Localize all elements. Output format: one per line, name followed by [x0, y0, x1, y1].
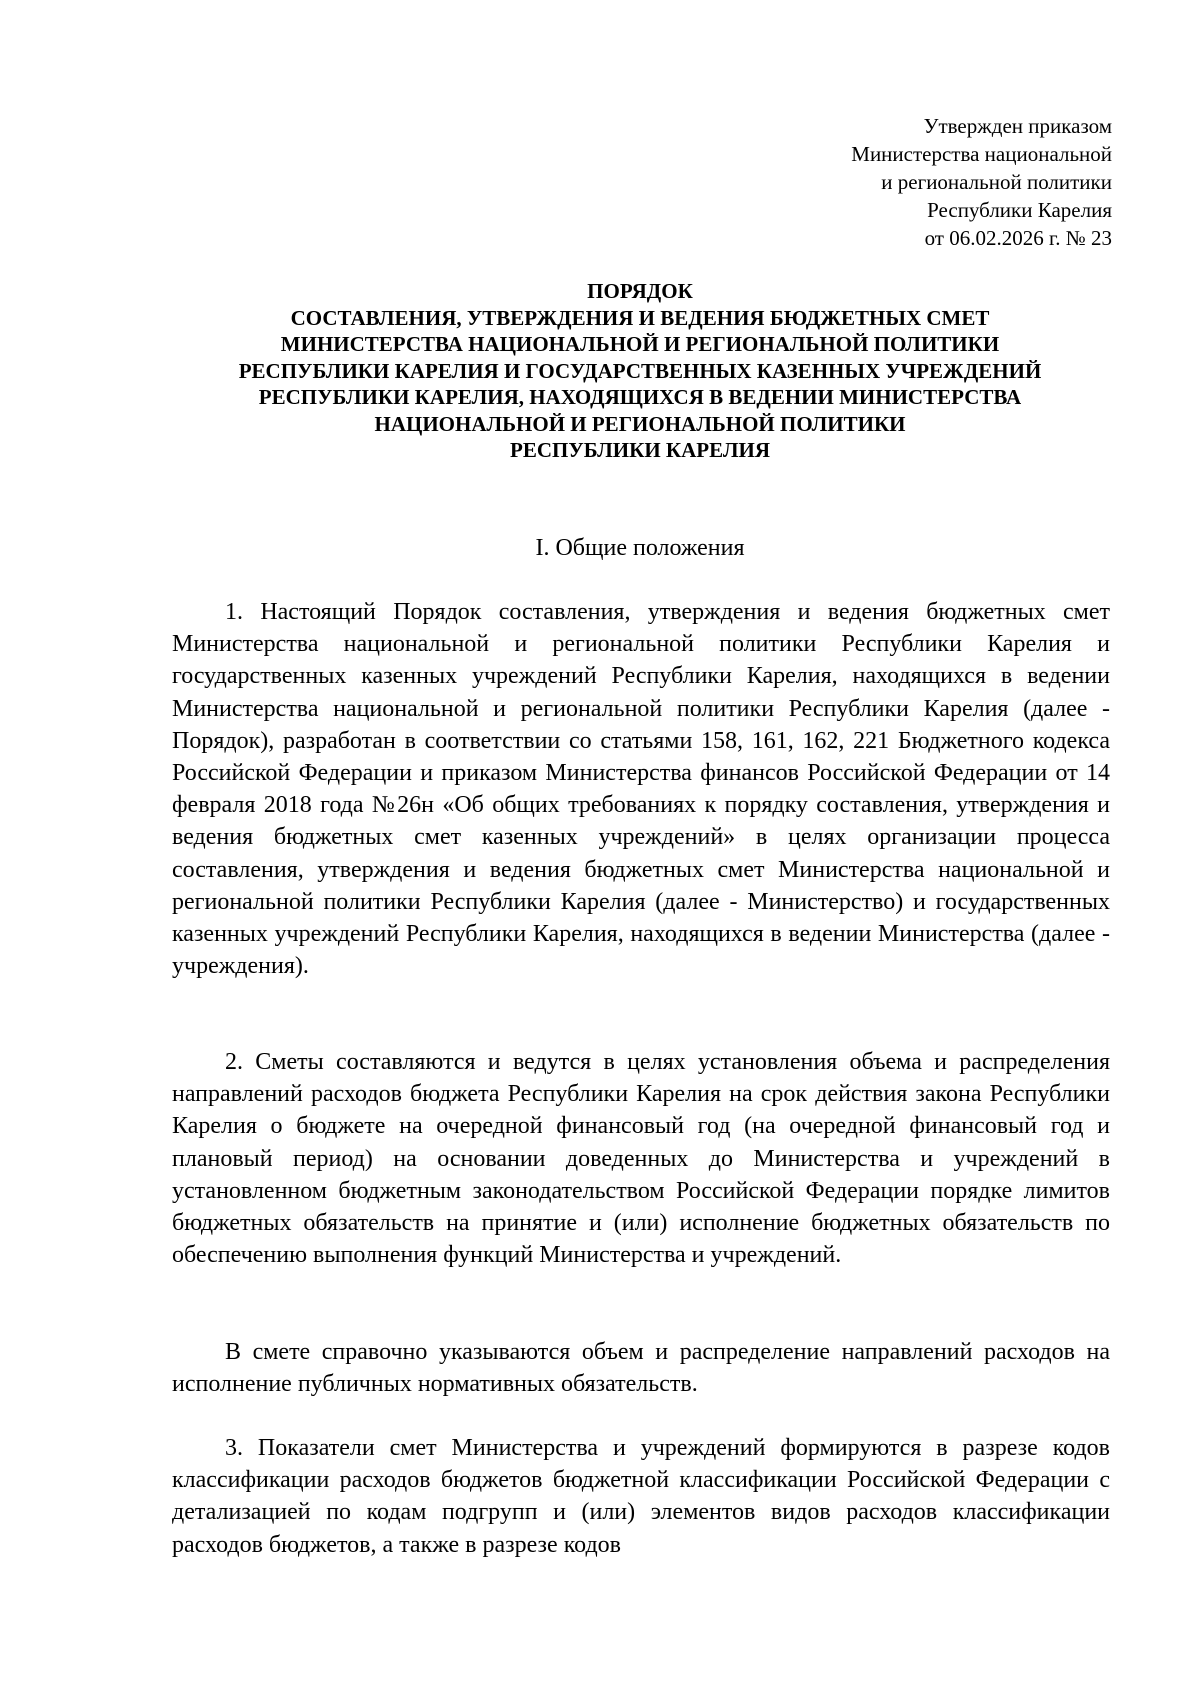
paragraph-3-block — [172, 1432, 1110, 1561]
title-line: МИНИСТЕРСТВА НАЦИОНАЛЬНОЙ И РЕГИОНАЛЬНОЙ ПОЛИТИКИ — [280, 332, 1000, 356]
approval-line: и региональной политики — [881, 170, 1112, 194]
paragraph-2-block — [172, 1046, 1110, 1271]
approval-line: Республики Карелия — [927, 198, 1112, 222]
paragraph: 1. Настоящий Порядок составления, утверждения и ведения бюджетных смет Министерства национальной и региональной политики Республики Карелия и государственных казенных учреждений Республики Карелия, находящихся в ведении Министерства национальной и региональной политики Республики Карелия (далее - Порядок), разработан в соответствии со статьями 158, 161, 162, 221 Бюджетного кодекса Российской Федерации и приказом Министерства финансов Российской Федерации от 14 февраля 2018 года №26н «Об общих требованиях к порядку составления, утверждения и ведения бюджетных смет казенных учреждений» в целях организации процесса составления, утверждения и ведения бюджетных смет Министерства национальной и региональной политики Республики Карелия (далее - Министерство) и государственных казенных учреждений Республики Карелия, находящихся в ведении Министерства (далее - учреждения). — [172, 599, 1110, 980]
approval-stamp-block — [592, 112, 1112, 252]
approval-line: Министерства национальной — [851, 142, 1112, 166]
paragraph: 2. Сметы составляются и ведутся в целях установления объема и распределения направлений расходов бюджета Республики Карелия на срок действия закона Республики Карелия о бюджете на очередной финансовый год (на очередной финансовый год и плановый период) на основании доведенных до Министерства и учреждений в установленном бюджетным законодательством Российской Федерации порядке лимитов бюджетных обязательств на принятие и (или) исполнение бюджетных обязательств по обеспечению выполнения функций Министерства и учреждений. — [172, 1049, 1110, 1269]
paragraph-2-note-block — [172, 1336, 1110, 1400]
document-title — [170, 278, 1110, 464]
paragraph: В смете справочно указываются объем и распределение направлений расходов на исполнение публичных нормативных обязательств. — [172, 1339, 1110, 1398]
title-line: РЕСПУБЛИКИ КАРЕЛИЯ — [510, 438, 770, 462]
approval-date-number: от 06.02.2026 г. № 23 — [924, 226, 1112, 250]
title-line: РЕСПУБЛИКИ КАРЕЛИЯ И ГОСУДАРСТВЕННЫХ КАЗЕННЫХ УЧРЕЖДЕНИЙ — [238, 358, 1042, 383]
title-line: РЕСПУБЛИКИ КАРЕЛИЯ, НАХОДЯЩИХСЯ В ВЕДЕНИИ МИНИСТЕРСТВА — [258, 385, 1022, 409]
paragraph-1-block — [172, 596, 1110, 982]
title-line: СОСТАВЛЕНИЯ, УТВЕРЖДЕНИЯ И ВЕДЕНИЯ БЮДЖЕТНЫХ СМЕТ — [290, 305, 990, 330]
title-line: НАЦИОНАЛЬНОЙ И РЕГИОНАЛЬНОЙ ПОЛИТИКИ — [374, 411, 906, 436]
section-heading: I. Общие положения — [535, 535, 745, 561]
paragraph: 3. Показатели смет Министерства и учреждений формируются в разрезе кодов классификации расходов бюджетов бюджетной классификации Российской Федерации с детализацией по кодам подгрупп и (или) элементов видов расходов классификации расходов бюджетов, а также в разрезе кодов — [172, 1435, 1110, 1558]
title-line: ПОРЯДОК — [587, 279, 693, 303]
approval-line: Утвержден приказом — [923, 114, 1112, 138]
